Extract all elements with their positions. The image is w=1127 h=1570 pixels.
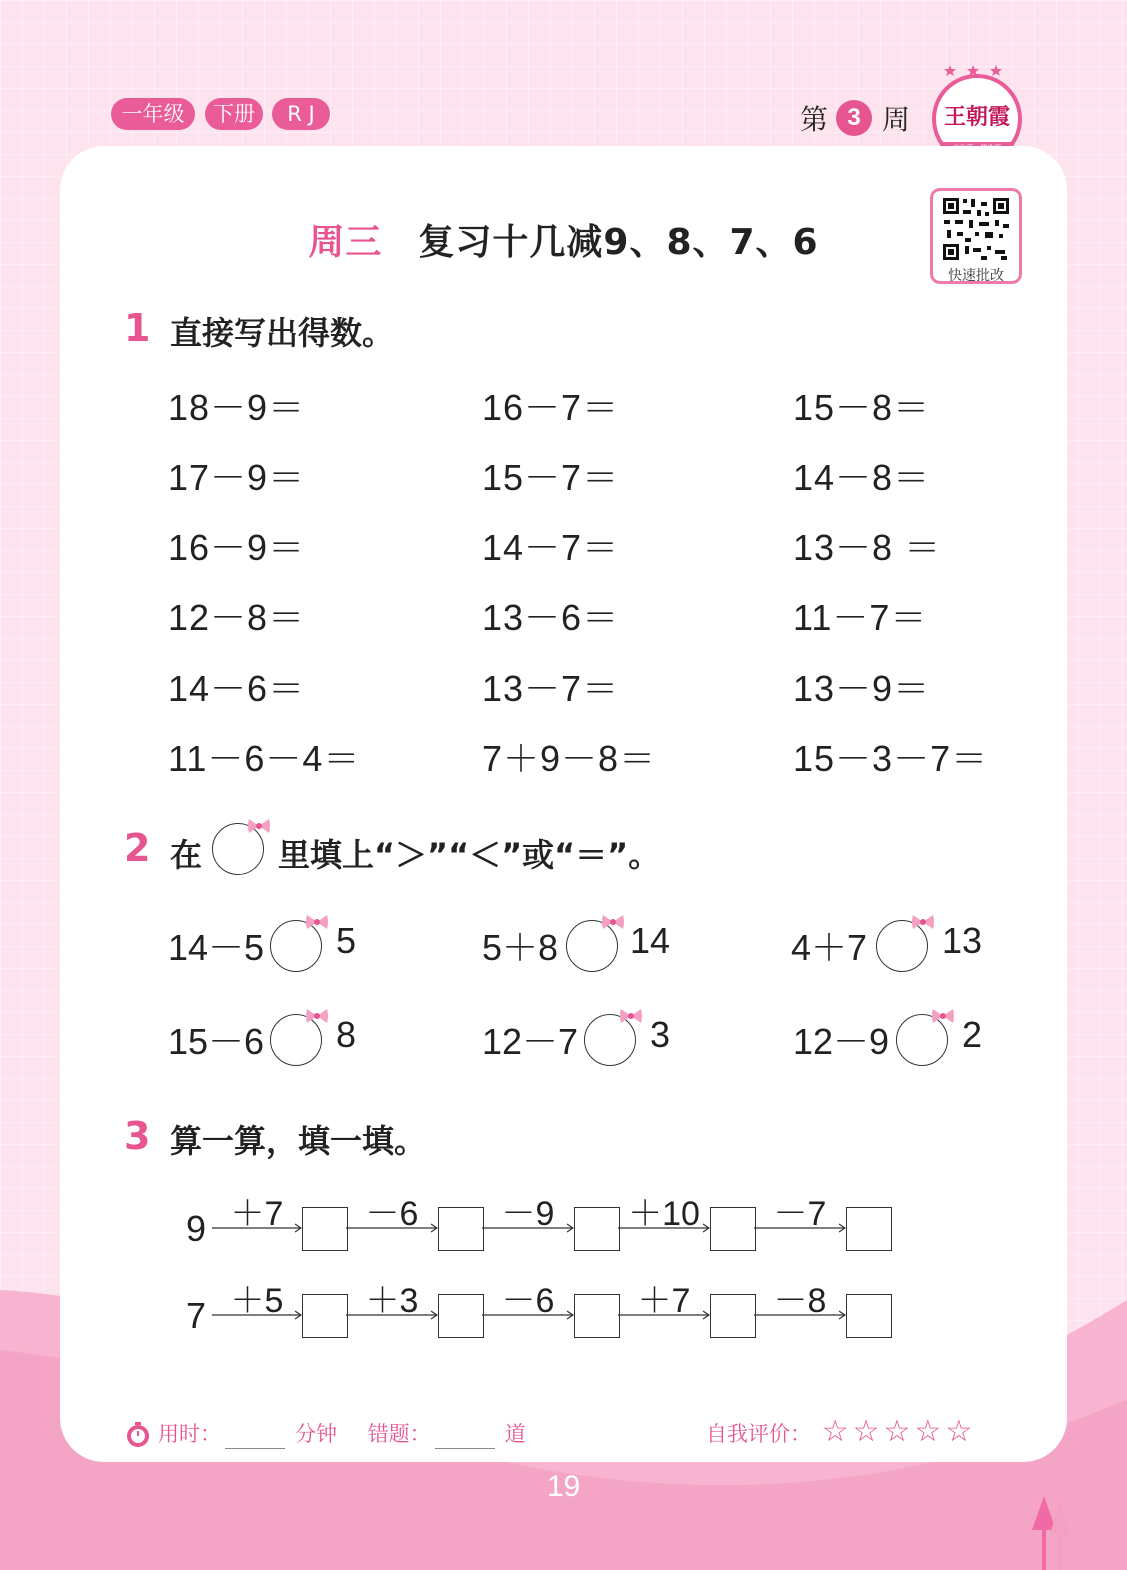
question-2-instruction-post: 里填上“＞”“＜”或“＝”。 — [278, 836, 661, 874]
stopwatch-icon — [124, 1421, 152, 1449]
problem-r5-c3: 13－9＝ — [793, 668, 931, 709]
tree-decoration-icon — [1028, 1490, 1076, 1570]
compare-right-5: 3 — [650, 1014, 671, 1055]
problem-r6-c1: 11－6－4＝ — [168, 738, 361, 779]
chain-2-op-4: ＋7 — [637, 1282, 691, 1320]
question-3-number: 3 — [124, 1114, 151, 1158]
compare-left-2: 5＋8 — [482, 927, 559, 968]
time-unit: 分钟 — [295, 1422, 337, 1446]
problem-r2-c1: 17－9＝ — [168, 457, 306, 498]
chain-2-answer-box-3[interactable] — [574, 1294, 620, 1338]
bow-icon — [246, 816, 272, 836]
problem-r1-c1: 18－9＝ — [168, 387, 306, 428]
problem-r1-c3: 15－8＝ — [793, 387, 931, 428]
rating-star-2[interactable]: ☆ — [852, 1414, 880, 1449]
chain-2-start: 7 — [186, 1295, 207, 1336]
problem-r6-c3: 15－3－7＝ — [793, 738, 989, 779]
question-1-instruction: 直接写出得数。 — [170, 314, 395, 352]
bow-icon — [600, 912, 626, 932]
question-3-instruction: 算一算，填一填。 — [170, 1122, 427, 1160]
self-eval-label: 自我评价： — [706, 1422, 811, 1446]
chain-1-op-3: －9 — [501, 1195, 555, 1233]
errors-input[interactable] — [435, 1428, 495, 1449]
problem-r3-c3: 13－8 ＝ — [793, 527, 942, 568]
chain-1-answer-box-5[interactable] — [846, 1207, 892, 1251]
week-prefix: 第 — [800, 103, 829, 136]
compare-left-6: 12－9 — [793, 1021, 890, 1062]
problem-r3-c1: 16－9＝ — [168, 527, 306, 568]
compare-right-1: 5 — [336, 920, 357, 961]
footer-left — [124, 1418, 526, 1449]
problem-r2-c3: 14－8＝ — [793, 457, 931, 498]
compare-left-5: 12－7 — [482, 1021, 579, 1062]
chain-2-answer-box-2[interactable] — [438, 1294, 484, 1338]
grade-pill: 一年级 — [111, 98, 195, 130]
day-label: 周三 — [308, 222, 383, 263]
chain-1-answer-box-3[interactable] — [574, 1207, 620, 1251]
qr-code-icon — [941, 196, 1011, 262]
bow-icon — [930, 1006, 956, 1026]
week-suffix: 周 — [882, 103, 911, 136]
problem-r2-c2: 15－7＝ — [482, 457, 620, 498]
question-1-number: 1 — [124, 306, 151, 350]
problem-r3-c2: 14－7＝ — [482, 527, 620, 568]
problem-r4-c3: 11－7＝ — [793, 597, 928, 638]
rating-star-1[interactable]: ☆ — [821, 1414, 849, 1449]
crown-stars-icon — [944, 64, 1002, 78]
chain-2-op-2: ＋3 — [365, 1282, 419, 1320]
chain-1-op-4: ＋10 — [628, 1195, 700, 1233]
qr-code[interactable] — [930, 188, 1022, 284]
chain-1-op-2: －6 — [365, 1195, 419, 1233]
bow-icon — [910, 912, 936, 932]
rating-star-4[interactable]: ☆ — [914, 1414, 942, 1449]
chain-2-op-5: －8 — [773, 1282, 827, 1320]
page-number: 19 — [546, 1470, 581, 1503]
chain-2-answer-box-1[interactable] — [302, 1294, 348, 1338]
compare-right-2: 14 — [630, 920, 671, 961]
bow-icon — [618, 1006, 644, 1026]
rating-star-3[interactable]: ☆ — [883, 1414, 911, 1449]
chain-2-op-1: ＋5 — [230, 1282, 284, 1320]
chain-1-op-5: －7 — [773, 1195, 827, 1233]
question-2-instruction-pre: 在 — [170, 836, 203, 874]
time-label: 用时： — [158, 1422, 221, 1446]
chain-1-start: 9 — [186, 1208, 207, 1249]
bow-icon — [304, 1006, 330, 1026]
chain-1-answer-box-4[interactable] — [710, 1207, 756, 1251]
time-input[interactable] — [225, 1428, 285, 1449]
chain-1-answer-box-1[interactable] — [302, 1207, 348, 1251]
chain-1-answer-box-2[interactable] — [438, 1207, 484, 1251]
chain-1-op-1: ＋7 — [230, 1195, 284, 1233]
self-evaluation — [706, 1414, 972, 1449]
topic-label: 复习十几减9、8、7、6 — [418, 222, 819, 263]
problem-r5-c2: 13－7＝ — [482, 668, 620, 709]
week-number-badge: 3 — [836, 100, 872, 136]
problem-r4-c2: 13－6＝ — [482, 597, 620, 638]
chain-2-op-3: －6 — [501, 1282, 555, 1320]
chain-2-answer-box-5[interactable] — [846, 1294, 892, 1338]
compare-right-6: 2 — [962, 1014, 983, 1055]
bow-icon — [304, 912, 330, 932]
question-2-number: 2 — [124, 826, 151, 870]
problem-r1-c2: 16－7＝ — [482, 387, 620, 428]
compare-right-4: 8 — [336, 1014, 357, 1055]
volume-pill: 下册 — [205, 98, 263, 130]
compare-left-3: 4＋7 — [791, 927, 868, 968]
compare-left-1: 14－5 — [168, 927, 265, 968]
problem-r6-c2: 7＋9－8＝ — [482, 738, 657, 779]
chain-2-answer-box-4[interactable] — [710, 1294, 756, 1338]
errors-label: 错题： — [367, 1422, 431, 1446]
problem-r4-c1: 12－8＝ — [168, 597, 306, 638]
errors-unit: 道 — [504, 1422, 526, 1446]
edition-pill: R J — [272, 98, 330, 130]
problem-r5-c1: 14－6＝ — [168, 668, 306, 709]
compare-left-4: 15－6 — [168, 1021, 265, 1062]
qr-label: 快速批改 — [948, 268, 1004, 284]
brand-logo: 王朝霞 — [932, 74, 1022, 164]
compare-right-3: 13 — [942, 920, 983, 961]
rating-star-5[interactable]: ☆ — [945, 1414, 973, 1449]
